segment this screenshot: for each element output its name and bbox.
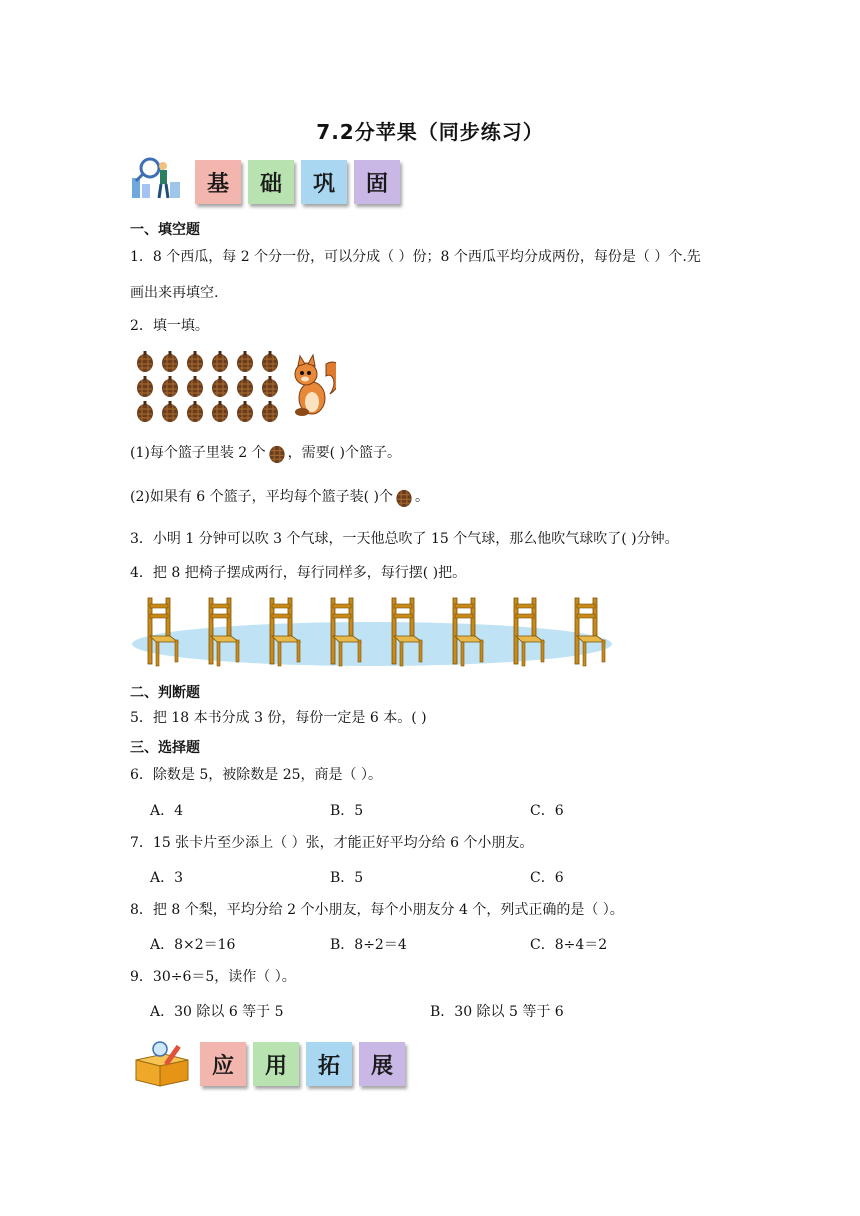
banner-tile: 拓: [306, 1042, 352, 1086]
question-2-sub-2-post: 。: [415, 489, 430, 505]
banner-tile: 用: [253, 1042, 299, 1086]
pinecone-icon: [187, 401, 203, 422]
pinecone-illustration: [136, 350, 336, 424]
pinecone-icon: [262, 351, 278, 372]
pinecone-icon: [237, 376, 253, 397]
pinecone-icon: [162, 351, 178, 372]
question-5: 5．把 18 本书分成 3 份，每份一定是 6 本。( ): [130, 710, 427, 726]
pinecone-icon: [268, 443, 286, 463]
pinecone-icon: [162, 401, 178, 422]
option-b: B．30 除以 5 等于 6: [430, 1004, 564, 1020]
question-3: 3．小明 1 分钟可以吹 3 个气球，一天他总吹了 15 个气球，那么他吹气球吹了( )分钟。: [130, 531, 679, 547]
pinecone-icon: [262, 376, 278, 397]
option-b: B．5: [330, 803, 364, 819]
option-a: A．4: [150, 803, 184, 819]
option-a: A．8×2＝16: [150, 937, 236, 953]
pinecone-icon: [237, 401, 253, 422]
pinecone-icon: [212, 401, 228, 422]
question-2-sub-1: [130, 443, 401, 463]
banner-tile: 展: [359, 1042, 405, 1086]
question-2-sub-1-pre: (1)每个篮子里装 2 个: [130, 445, 266, 461]
question-1-line-2: 画出来再填空.: [130, 285, 219, 301]
banner-bottom: [130, 1038, 420, 1090]
pinecone-icon: [137, 401, 153, 422]
option-c: C．8÷4＝2: [530, 937, 608, 953]
question-8: 8．把 8 个梨，平均分给 2 个小朋友，每个小朋友分 4 个，列式正确的是（ ）。: [130, 902, 624, 918]
banner-tile: 础: [248, 160, 294, 204]
chairs-illustration: [130, 594, 615, 674]
box-pencil-icon: [130, 1040, 196, 1088]
option-a: A．30 除以 6 等于 5: [150, 1004, 284, 1020]
option-c: C．6: [530, 803, 564, 819]
banner-top: [130, 156, 400, 206]
pinecone-grid: [136, 350, 336, 424]
question-4: 4．把 8 把椅子摆成两行，每行同样多，每行摆( )把。: [130, 565, 467, 581]
option-a: A．3: [150, 870, 184, 886]
question-7: 7．15 张卡片至少添上（ ）张，才能正好平均分给 6 个小朋友。: [130, 835, 534, 851]
section-heading: 一、填空题: [130, 222, 200, 238]
banner-tile: 固: [354, 160, 400, 204]
chair-icon: [575, 598, 605, 666]
pinecone-icon: [212, 351, 228, 372]
pinecone-icon: [187, 351, 203, 372]
section-heading: 二、判断题: [130, 685, 200, 701]
question-9: 9．30÷6＝5，读作（ ）。: [130, 969, 296, 985]
option-b: B．8÷2＝4: [330, 937, 407, 953]
option-c: C．6: [530, 870, 564, 886]
option-b: B．5: [330, 870, 364, 886]
pinecone-icon: [187, 376, 203, 397]
banner-tile: 应: [200, 1042, 246, 1086]
question-2-sub-2-pre: (2)如果有 6 个篮子，平均每个篮子装( )个: [130, 489, 394, 505]
question-2-stem: 2．填一填。: [130, 318, 209, 334]
pinecone-icon: [137, 376, 153, 397]
banner-tile: 基: [195, 160, 241, 204]
pinecone-icon: [137, 351, 153, 372]
question-2-sub-2: [130, 487, 429, 507]
question-2-sub-1-post: ，需要( )个篮子。: [287, 445, 402, 461]
pinecone-icon: [395, 487, 413, 507]
question-6: 6．除数是 5，被除数是 25，商是（ ）。: [130, 767, 382, 783]
pinecone-icon: [212, 376, 228, 397]
page-title: 7.2分苹果（同步练习）: [316, 120, 544, 144]
banner-tile: 巩: [301, 160, 347, 204]
question-1-line-1: 1．8 个西瓜，每 2 个分一份，可以分成（ ）份；8 个西瓜平均分成两份，每份是（ ）个.先: [130, 249, 701, 265]
section-heading: 三、选择题: [130, 740, 200, 756]
pinecone-icon: [262, 401, 278, 422]
magnifier-figure-icon: [130, 156, 186, 204]
pinecone-icon: [162, 376, 178, 397]
pinecone-icon: [237, 351, 253, 372]
